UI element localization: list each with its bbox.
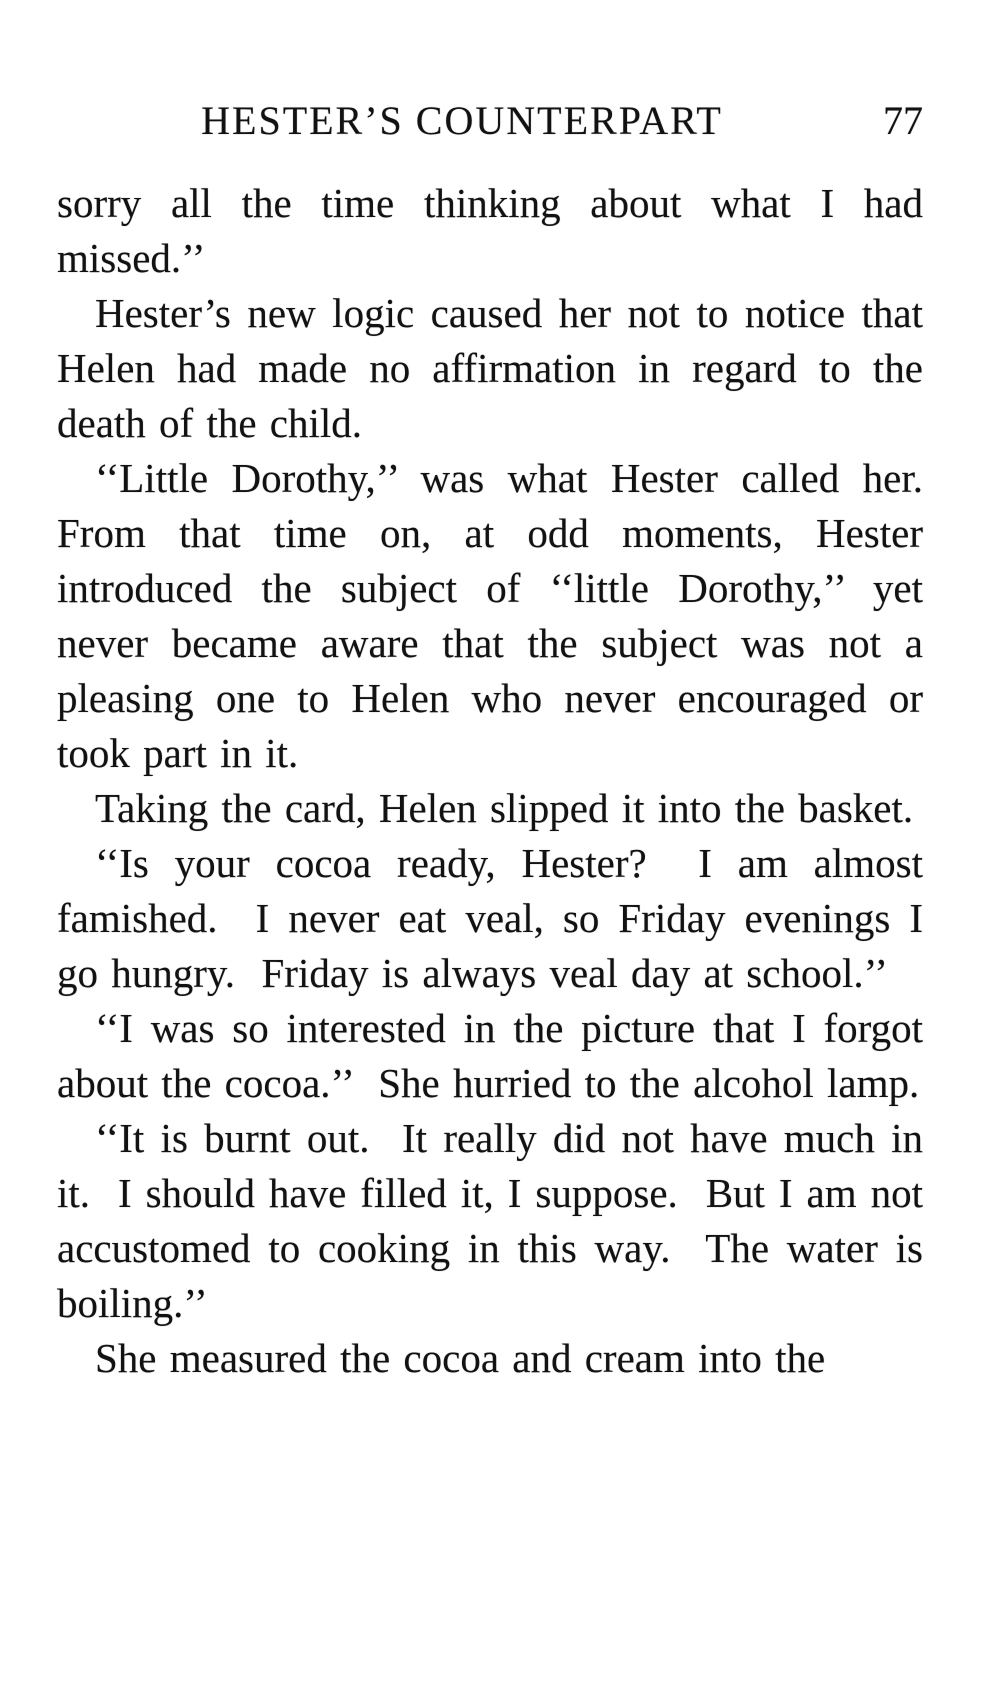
page-body [57,176,950,1386]
paragraph: She measured the cocoa and cream into the [95,1335,826,1381]
paragraph: Hester’s new logic caused her not to notice that Helen had made no affirmation in regard to the death of the child. [57,290,937,446]
running-header [57,99,923,145]
page-number: 77 [883,98,923,143]
paragraph: ‘‘It is burnt out. It really did not have much in it. I should have filled it, I suppose. But I am not accustomed to cooking in this way. The water is boiling.’’ [57,1115,937,1326]
paragraph: ‘‘Is your cocoa ready, Hester? I am almost famished. I never eat veal, so Friday evenings I go hungry. Friday is always veal day at school.’’ [57,840,937,996]
paragraph: ‘‘Little Dorothy,’’ was what Hester called her. From that time on, at odd moments, Hester introduced the subject of ‘‘little Dorothy,’’ yet never became aware that the subject was not a pleasing one to Helen who never encouraged or took part in it. [57,455,950,776]
paragraph: sorry all the time thinking about what I had missed.’’ [57,180,937,281]
running-header-title: HESTER’S COUNTERPART [201,98,723,143]
paragraph: ‘‘I was so interested in the picture that I forgot about the cocoa.’’ She hurried to the alcohol lamp. [57,1005,937,1106]
paragraph: Taking the card, Helen slipped it into the basket. [95,785,914,831]
